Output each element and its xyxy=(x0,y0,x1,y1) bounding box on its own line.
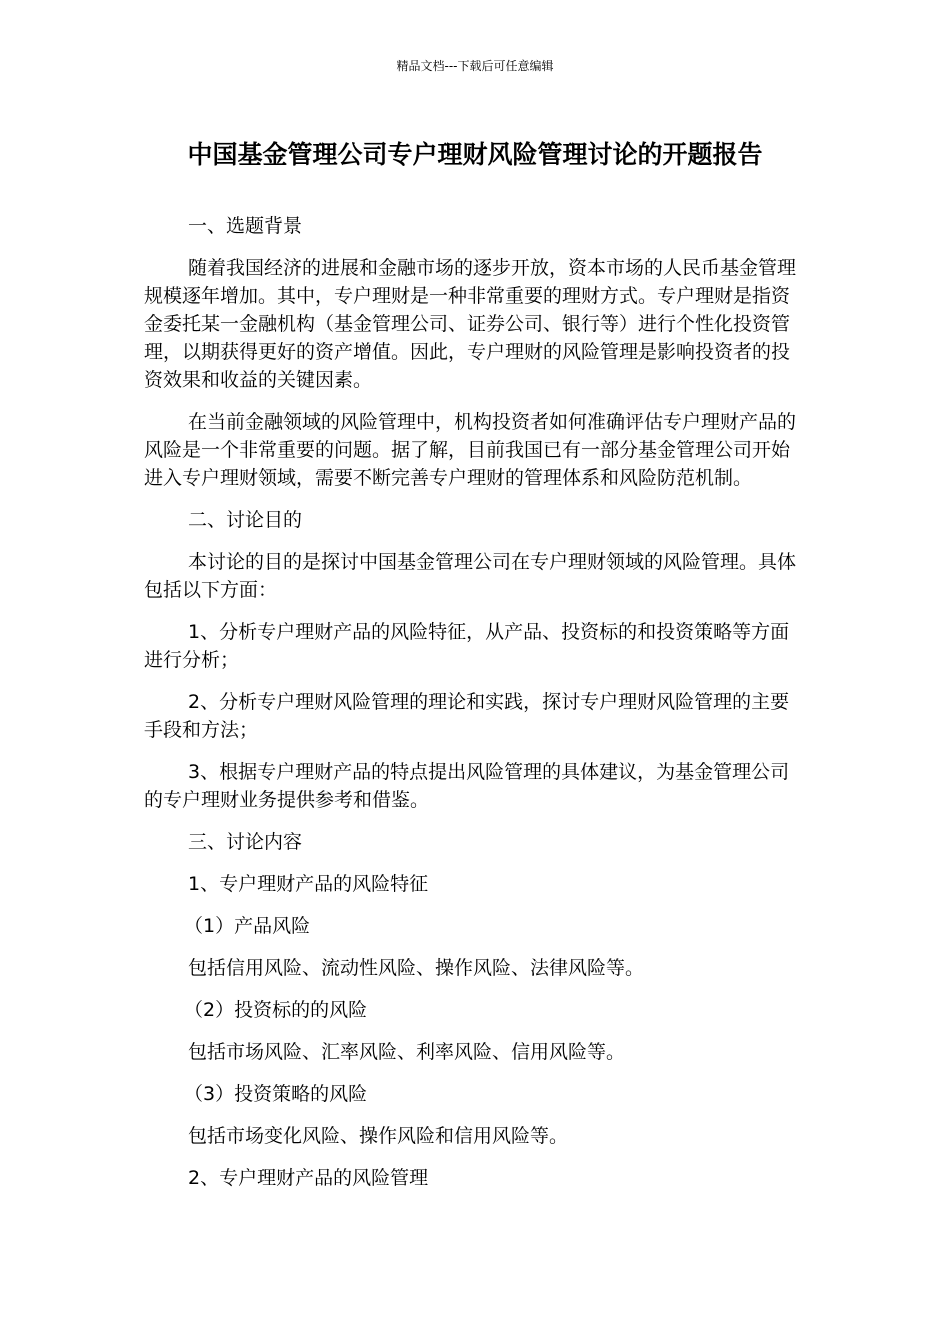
paragraph-background-1: 随着我国经济的进展和金融市场的逐步开放，资本市场的人民币基金管理规模逐年增加。其中，专户理财是一种非常重要的理财方式。专户理财是指资金委托某一金融机构（基金管理公司、证券公司、银行等）进行个性化投资管理，以期获得更好的资产增值。因此，专户理财的风险管理是影响投资者的投资效果和收益的关键因素。 xyxy=(144,257,797,391)
section-heading-background: 一、选题背景 xyxy=(188,215,303,237)
content-subitem-target-risk: （2）投资标的的风险 xyxy=(184,999,368,1021)
document-body xyxy=(144,212,808,1192)
content-subitem-product-risk-desc: 包括信用风险、流动性风险、操作风险、法律风险等。 xyxy=(188,957,645,979)
section-heading-content: 三、讨论内容 xyxy=(188,831,303,853)
paragraph-background-2: 在当前金融领域的风险管理中，机构投资者如何准确评估专户理财产品的风险是一个非常重要的问题。据了解，目前我国已有一部分基金管理公司开始进入专户理财领域，需要不断完善专户理财的管理体系和风险防范机制。 xyxy=(144,411,797,489)
content-subitem-target-risk-desc: 包括市场风险、汇率风险、利率风险、信用风险等。 xyxy=(188,1041,626,1063)
content-item-2: 2、专户理财产品的风险管理 xyxy=(188,1167,429,1189)
purpose-item-2: 2、分析专户理财风险管理的理论和实践，探讨专户理财风险管理的主要手段和方法； xyxy=(144,691,790,741)
section-heading-purpose: 二、讨论目的 xyxy=(188,509,303,531)
purpose-item-1: 1、分析专户理财产品的风险特征，从产品、投资标的和投资策略等方面进行分析； xyxy=(144,621,790,671)
document-title: 中国基金管理公司专户理财风险管理讨论的开题报告 xyxy=(187,140,763,169)
content-subitem-strategy-risk-desc: 包括市场变化风险、操作风险和信用风险等。 xyxy=(188,1125,569,1147)
paragraph-purpose-intro: 本讨论的目的是探讨中国基金管理公司在专户理财领域的风险管理。具体包括以下方面： xyxy=(144,551,797,601)
content-subitem-strategy-risk: （3）投资策略的风险 xyxy=(184,1083,368,1105)
page-header: 精品文档---下载后可任意编辑 xyxy=(396,59,554,73)
purpose-item-3: 3、根据专户理财产品的特点提出风险管理的具体建议，为基金管理公司的专户理财业务提供参考和借鉴。 xyxy=(144,761,790,811)
content-subitem-product-risk: （1）产品风险 xyxy=(184,915,311,937)
content-item-1: 1、专户理财产品的风险特征 xyxy=(188,873,429,895)
